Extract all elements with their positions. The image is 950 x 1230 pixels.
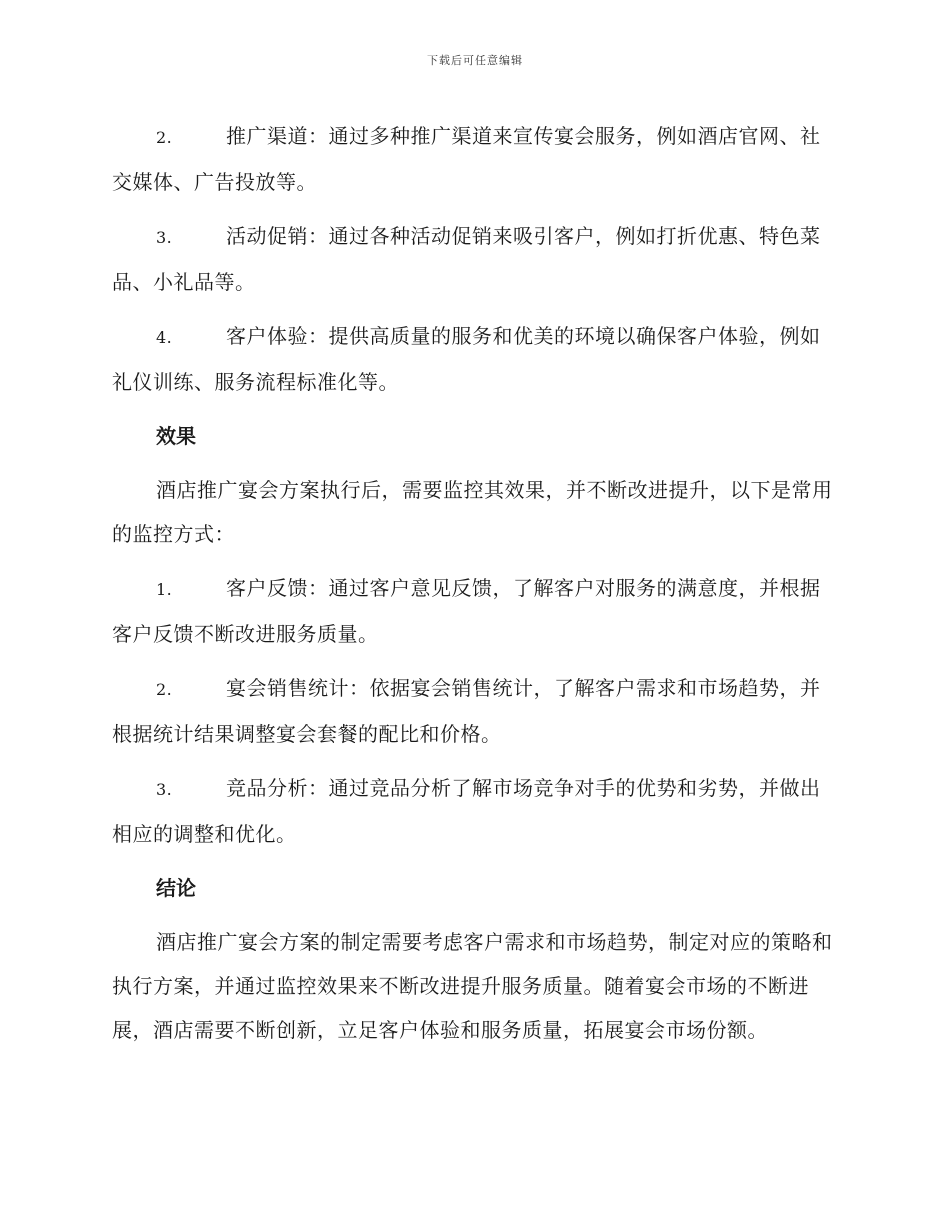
list-item-text: 竞品分析：通过竞品分析了解市场竞争对手的优势和劣势，并做出相应的调整和优化。 <box>112 776 821 846</box>
section-heading-effect: 效果 <box>156 424 196 448</box>
list-item-number: 3. <box>156 780 173 799</box>
list-item <box>112 214 838 304</box>
list-item <box>112 566 838 656</box>
list-item-text: 客户反馈：通过客户意见反馈，了解客户对服务的满意度，并根据客户反馈不断改进服务质量。 <box>112 576 821 646</box>
list-item <box>112 314 838 404</box>
header-note: 下载后可任意编辑 <box>427 54 523 67</box>
list-item-text: 推广渠道：通过多种推广渠道来宣传宴会服务，例如酒店官网、社交媒体、广告投放等。 <box>112 124 821 194</box>
list-item <box>112 766 838 856</box>
list-item-number: 2. <box>156 128 173 147</box>
list-item-number: 3. <box>156 228 173 247</box>
list-item-text: 宴会销售统计：依据宴会销售统计，了解客户需求和市场趋势，并根据统计结果调整宴会套餐的配比和价格。 <box>112 676 821 746</box>
list-item-number: 1. <box>156 580 173 599</box>
conclusion-paragraph: 酒店推广宴会方案的制定需要考虑客户需求和市场趋势，制定对应的策略和执行方案，并通过监控效果来不断改进提升服务质量。随着宴会市场的不断进展，酒店需要不断创新，立足客户体验和服务质量，拓展宴会市场份额。 <box>112 930 833 1042</box>
effect-intro-paragraph: 酒店推广宴会方案执行后，需要监控其效果，并不断改进提升，以下是常用的监控方式： <box>112 478 833 546</box>
document-body <box>112 114 838 1062</box>
list-item-number: 2. <box>156 680 173 699</box>
list-item <box>112 666 838 756</box>
list-item-text: 活动促销：通过各种活动促销来吸引客户，例如打折优惠、特色菜品、小礼品等。 <box>112 224 821 294</box>
section-heading-conclusion: 结论 <box>156 876 196 900</box>
list-item-text: 客户体验：提供高质量的服务和优美的环境以确保客户体验，例如礼仪训练、服务流程标准化等。 <box>112 324 821 394</box>
list-item-number: 4. <box>156 328 173 347</box>
list-item <box>112 114 838 204</box>
